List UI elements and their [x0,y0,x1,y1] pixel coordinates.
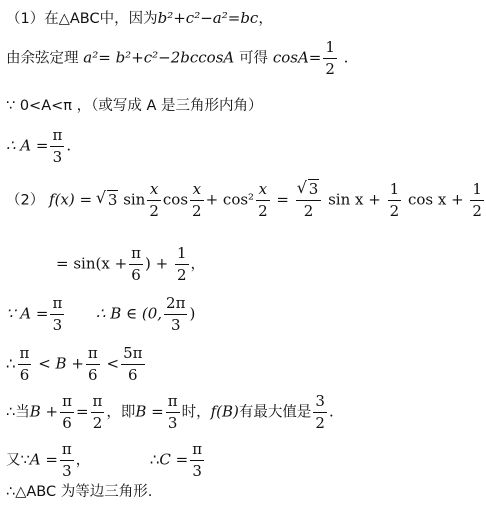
numerator: x [192,180,202,198]
l2-mid: 可得 [239,50,269,67]
line-3: ∵ 0<A<π ，（或写成 A 是三角形内角） [6,98,263,114]
frac-1-2-a [388,180,402,221]
cosx-term: cos x + [407,190,464,209]
equals: = [75,402,89,421]
denominator: 2 [315,414,325,432]
numerator: π [19,344,30,362]
line-2 [6,38,348,79]
denominator: 3 [62,462,72,480]
B-plus: B + [29,402,59,421]
B-range: ∴ B ∈ (0, [95,304,163,323]
denominator: 2 [325,60,335,78]
denominator: 3 [52,148,63,166]
part-2-label: （2） [6,192,45,209]
law-of-cosines-text: 由余弦定理 [6,50,79,67]
frac-pi-2 [91,392,105,433]
therefore-when: ∴当 [6,404,30,421]
frac-pi-3-d [60,440,74,481]
frac-pi-6-d [60,392,74,433]
numerator: π [167,392,178,410]
numerator: 3 [315,392,325,410]
frac-2pi-3 [164,294,187,335]
l2-end: . [343,48,349,67]
radicand: 3 [308,180,319,198]
equals: = [276,190,289,209]
denominator: 6 [131,266,141,284]
line-8 [6,344,147,385]
f-of-B: f(B) [210,402,239,421]
line-6 [56,244,205,285]
l9-end: . [328,402,334,421]
fraction-pi-3 [50,126,64,167]
denominator: 6 [19,366,30,384]
denominator: 2 [303,202,314,220]
numerator [296,180,322,199]
frac-x-2-b [190,180,204,221]
cos-squared: cos² [222,190,255,209]
frac-x-2-c [256,180,270,221]
l6-mid: ) + [145,254,169,273]
comma: ， [75,452,91,469]
frac-pi-3-b [50,294,64,335]
denominator: 3 [52,316,63,334]
numerator: π [52,126,63,144]
numerator: 1 [389,180,400,198]
when: 时， [181,404,211,421]
frac-pi-3-c [166,392,180,433]
numerator: π [87,344,98,362]
cosA-lhs: cosA= [272,48,322,67]
conclusion: ∴△ABC 为等边三角形. [6,484,153,500]
frac-pi-6-c [86,344,100,385]
denominator: 6 [128,366,138,384]
frac-x-2-a [147,180,161,221]
sinx-term: sin x + [328,190,381,209]
denominator: 3 [170,316,181,334]
l6-end: ， [190,256,206,273]
denominator: 2 [472,202,482,220]
denominator: 6 [88,366,98,384]
given-equation: b²+c²−a²=bc [157,9,259,27]
sqrt-3 [97,190,119,210]
denominator: 2 [149,202,159,220]
cos-word: cos [162,190,189,209]
l1-end: ， [258,11,273,27]
frac-5pi-6 [121,344,144,385]
therefore: ∴ [149,450,160,469]
part-1-intro: （1）在△ABC中，因为 [6,11,158,27]
frac-sqrt3-2 [296,180,322,221]
denominator: 3 [167,414,178,432]
line-9 [6,392,334,433]
line-5: （2） f(x) = √ 3 sin $\frac{x}{2}$ cos $\frac{x}{2}$ + cos² $\frac{x}{2}$ = √ $\frac{3}{2}$ sin x + $\frac{1}{2}$ cos x + $\frac{1}{2}$ [6,180,486,221]
numerator: x [258,180,268,198]
frac-1-2-b [470,180,484,221]
A-equals: ∵ A = [6,304,49,323]
denominator: 2 [192,202,202,220]
numerator: 2π [166,294,186,312]
radicand: 3 [107,190,118,209]
sin-shift: = sin(x + [56,254,128,273]
line-10 [6,440,206,481]
frac-pi-6 [129,244,143,285]
numerator: π [131,244,141,262]
B-equals: B = [135,402,164,421]
max-value-text: 有最大值是 [238,404,312,421]
denominator: 2 [176,266,187,284]
sin-word: sin [123,190,146,209]
numerator: π [52,294,63,312]
frac-3-2 [313,392,327,433]
lt-B-plus: < B + [38,354,84,373]
line-4 [6,126,71,167]
that-is: ，即 [106,404,136,421]
numerator: 1 [325,38,335,56]
also-because: 又∵ [6,452,30,469]
numerator: π [92,392,103,410]
f-of-x: f(x) = [49,190,93,209]
denominator: 6 [62,414,72,432]
l4-end: . [66,136,72,155]
fraction-1-2 [323,38,337,79]
law-of-cosines-formula: a²= b²+c²−2bccosA [83,48,235,67]
denominator: 2 [92,414,103,432]
numerator: π [192,440,203,458]
denominator: 2 [389,202,400,220]
numerator: 5π [123,344,143,362]
numerator: π [61,440,72,458]
A-equals: A = [29,450,58,469]
C-equals: C = [159,450,189,469]
numerator: π [62,392,72,410]
frac-pi-3-e [190,440,204,481]
A-lhs: ∴ A = [6,136,49,155]
less-than: < [106,354,120,373]
therefore: ∴ [6,354,16,373]
numerator: x [149,180,159,198]
line-1 [6,8,273,29]
denominator: 3 [192,462,202,480]
denominator: 2 [258,202,268,220]
frac-1-2-c [175,244,189,285]
numerator: 1 [472,180,482,198]
numerator: 1 [176,244,187,262]
line-7 [6,294,195,335]
close-paren: ) [189,304,196,323]
frac-pi-6-b [18,344,32,385]
